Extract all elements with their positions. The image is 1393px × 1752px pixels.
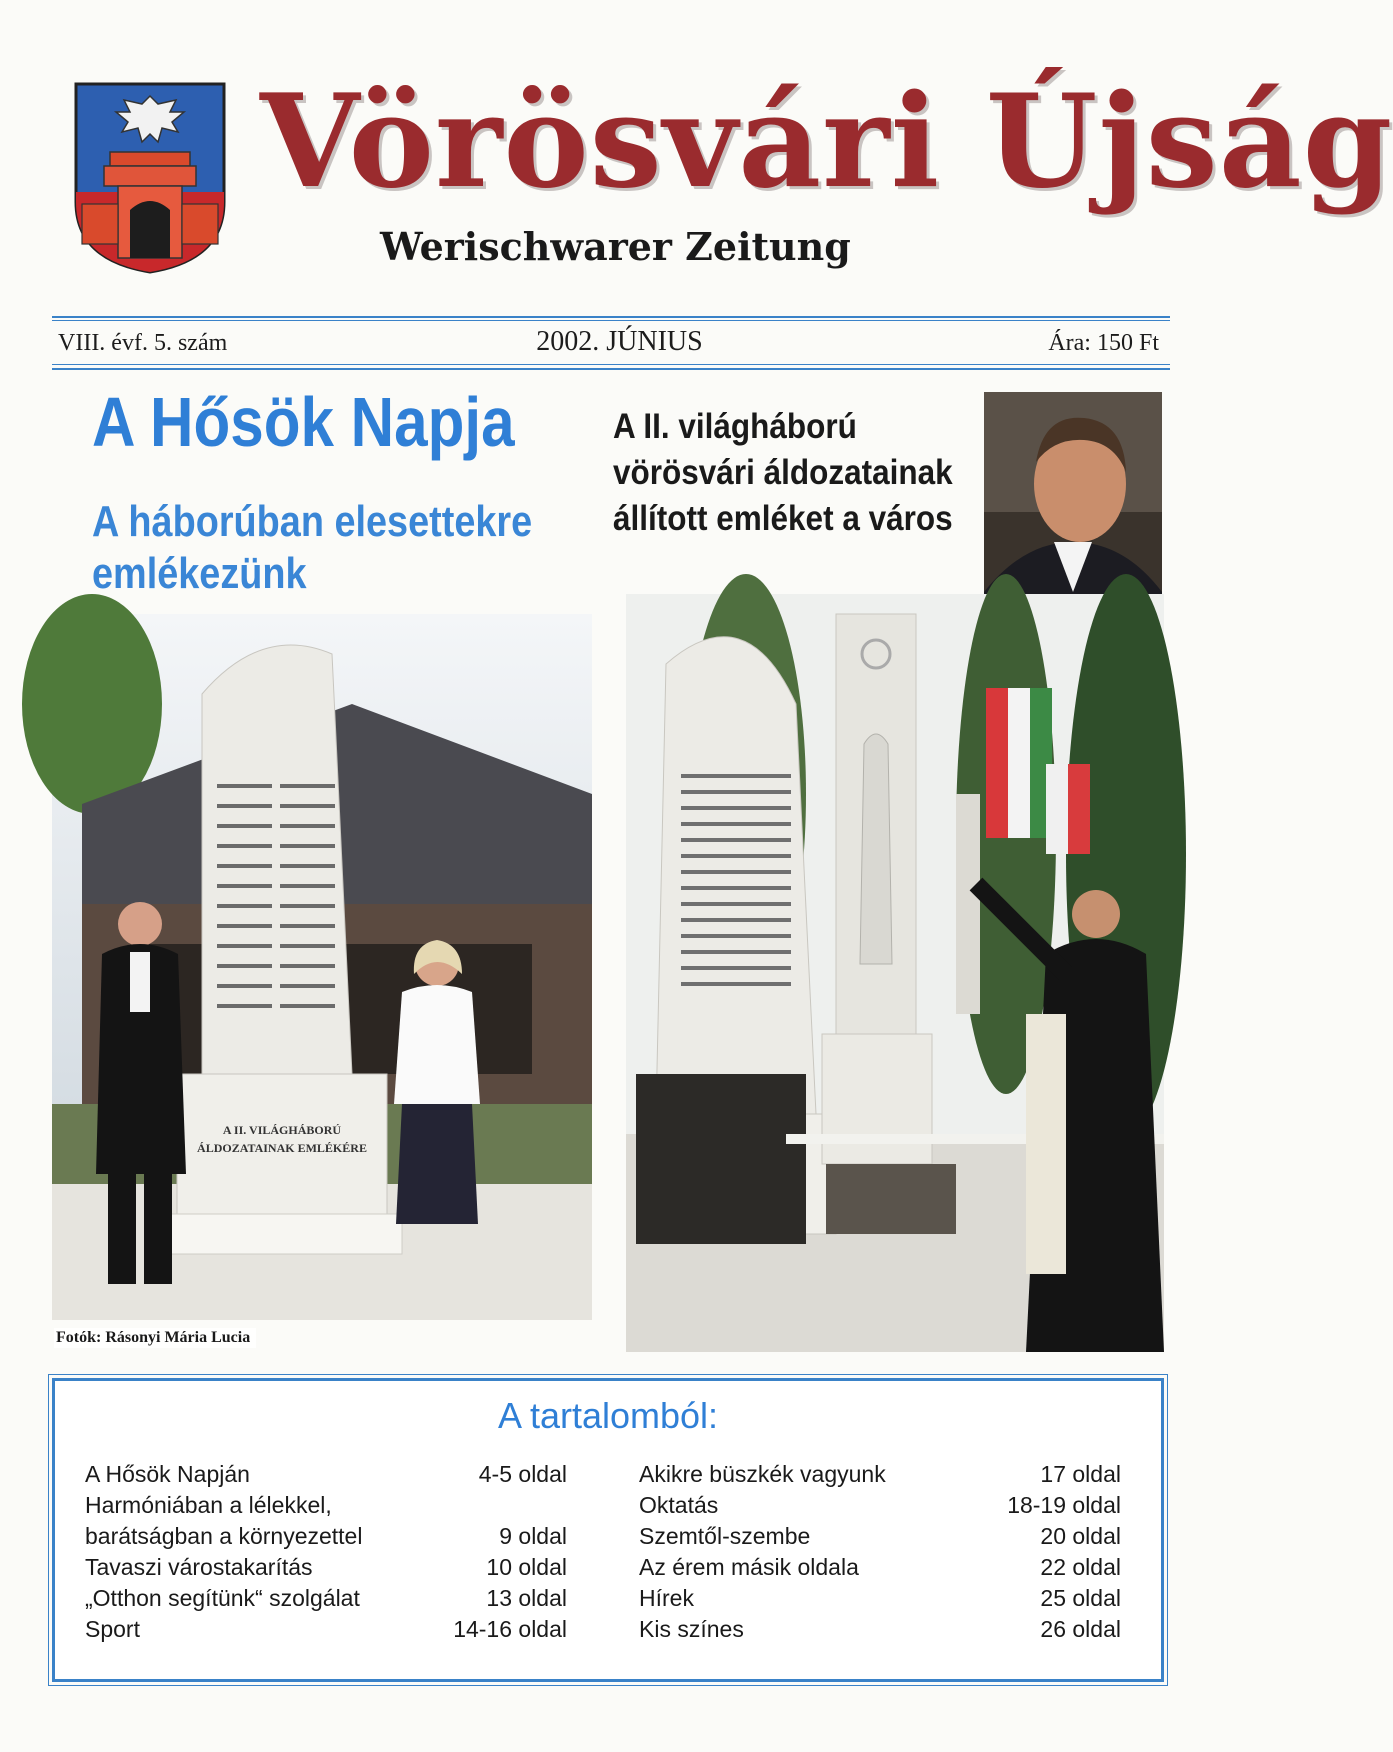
issue-bar-bottom-rule-thin: [52, 364, 1170, 365]
masthead-subtitle: Werischwarer Zeitung: [380, 224, 851, 269]
contents-item-label: Harmóniában a lélekkel,: [85, 1492, 332, 1518]
contents-item: [85, 1614, 567, 1645]
issue-volume: VIII. évf. 5. szám: [58, 330, 228, 356]
contents-item-page: 13 oldal: [486, 1585, 567, 1611]
monument-photo-left: [52, 614, 592, 1320]
contents-item: [85, 1490, 567, 1521]
plaque-line-2: ÁLDOZATAINAK EMLÉKÉRE: [197, 1141, 367, 1155]
monument-photo-right: [626, 594, 1164, 1352]
contents-item-label: Az érem másik oldala: [639, 1554, 859, 1580]
contents-item-page: 26 oldal: [1040, 1616, 1121, 1642]
contents-item: [639, 1552, 1121, 1583]
contents-item-page: 10 oldal: [486, 1554, 567, 1580]
contents-item-page: 4-5 oldal: [478, 1461, 567, 1487]
contents-box: [52, 1378, 1164, 1682]
contents-item: [639, 1490, 1121, 1521]
contents-item-label: barátságban a környezettel: [85, 1523, 363, 1549]
contents-item: [639, 1614, 1121, 1645]
contents-item: [639, 1521, 1121, 1552]
photo-credit: Fotók: Rásonyi Mária Lucia: [54, 1328, 256, 1348]
contents-item-label: Szemtől-szembe: [639, 1523, 811, 1549]
contents-item-label: Tavaszi várostakarítás: [85, 1554, 313, 1580]
issue-bar-top-rule: [52, 316, 1170, 318]
contents-item-page: 22 oldal: [1040, 1554, 1121, 1580]
coat-of-arms-logo: [74, 82, 226, 274]
contents-item: [639, 1583, 1121, 1614]
contents-title: A tartalomból:: [497, 1395, 719, 1436]
contents-item-label: Akikre büszkék vagyunk: [639, 1461, 886, 1487]
side-headline: A II. világháború vörösvári áldozatainak állított emléket a város: [613, 407, 953, 538]
masthead-title: Vörösvári Újság: [260, 67, 1393, 217]
contents-item-label: Kis színes: [639, 1616, 744, 1642]
contents-item: [85, 1459, 567, 1490]
issue-bar-bottom-rule: [52, 368, 1170, 370]
contents-item-label: Sport: [85, 1616, 140, 1642]
issue-price: Ára: 150 Ft: [1048, 330, 1159, 356]
contents-item: [639, 1459, 1121, 1490]
plaque-line-1: A II. VILÁGHÁBORÚ: [222, 1123, 342, 1137]
contents-item-label: „Otthon segítünk“ szolgálat: [85, 1585, 360, 1611]
contents-item-page: 25 oldal: [1040, 1585, 1121, 1611]
contents-item: [85, 1583, 567, 1614]
contents-item: [85, 1552, 567, 1583]
contents-column-left: [85, 1459, 567, 1645]
contents-item-page: 17 oldal: [1040, 1461, 1121, 1487]
contents-item-label: A Hősök Napján: [85, 1461, 250, 1487]
contents-item-page: 9 oldal: [499, 1523, 567, 1549]
contents-column-right: [639, 1459, 1121, 1645]
contents-item-page: 18-19 oldal: [1007, 1492, 1121, 1518]
main-headline: A Hősök Napja: [92, 383, 515, 461]
contents-item: [85, 1521, 567, 1552]
contents-item-page: 20 oldal: [1040, 1523, 1121, 1549]
contents-item-page: 14-16 oldal: [453, 1616, 567, 1642]
sub-headline: A háborúban elesettekre emlékezünk: [92, 497, 533, 598]
contents-item-label: Oktatás: [639, 1492, 719, 1518]
issue-date: 2002. JÚNIUS: [536, 326, 703, 357]
contents-item-label: Hírek: [639, 1585, 694, 1611]
issue-bar-top-rule-thin: [52, 320, 1170, 321]
